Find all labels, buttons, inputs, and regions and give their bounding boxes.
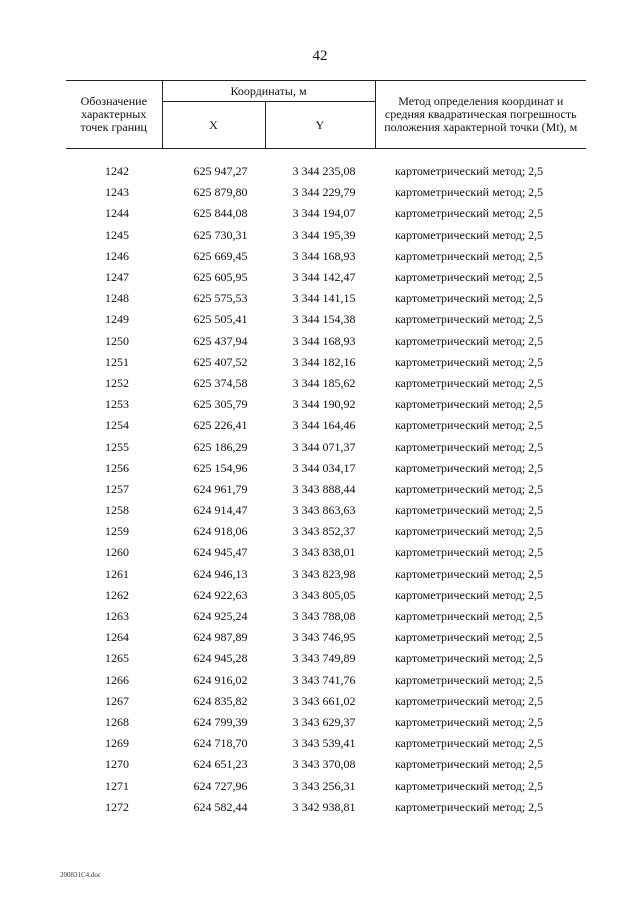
x-coordinate-cell: 624 925,24 [193,609,248,624]
table-row [66,797,586,818]
point-id-cell: 1256 [105,460,129,475]
y-coordinate-cell: 3 344 168,93 [292,248,356,263]
table-row [66,670,586,691]
method-cell: картометрический метод; 2,5 [395,164,544,179]
point-id-cell: 1244 [105,206,129,221]
table-row [66,225,586,246]
method-cell: картометрический метод; 2,5 [395,693,544,708]
table-row [66,712,586,733]
x-coordinate-cell: 625 669,45 [193,248,248,263]
y-coordinate-cell: 3 344 195,39 [292,227,356,242]
y-coordinate-cell: 3 343 838,01 [292,545,356,560]
y-coordinate-cell: 3 344 229,79 [292,185,356,200]
point-id-cell: 1272 [105,799,129,814]
table-row [66,542,586,563]
y-coordinate-cell: 3 343 788,08 [292,609,356,624]
method-cell: картометрический метод; 2,5 [395,354,544,369]
method-cell: картометрический метод; 2,5 [395,439,544,454]
point-id-cell: 1255 [105,439,129,454]
point-id-cell: 1271 [105,778,129,793]
y-coordinate-cell: 3 343 823,98 [292,566,356,581]
x-coordinate-cell: 624 916,02 [193,672,248,687]
table-row [66,606,586,627]
table-row [66,733,586,754]
method-cell: картометрический метод; 2,5 [395,227,544,242]
point-id-header: Обозначение характерных точек границ [66,81,162,149]
page-number: 42 [312,48,328,64]
x-coordinate-cell: 625 407,52 [193,354,248,369]
point-id-cell: 1242 [105,164,129,179]
method-cell: картометрический метод; 2,5 [395,630,544,645]
y-coordinate-cell: 3 343 746,95 [292,630,356,645]
x-coordinate-cell: 625 505,41 [193,312,248,327]
y-coordinate-cell: 3 343 661,02 [292,693,356,708]
point-id-cell: 1243 [105,185,129,200]
table-row [66,352,586,373]
point-id-cell: 1251 [105,354,129,369]
table-row [66,394,586,415]
x-coordinate-cell: 625 226,41 [193,418,248,433]
y-coordinate-cell: 3 344 154,38 [292,312,356,327]
method-cell: картометрический метод; 2,5 [395,545,544,560]
x-header: X [162,102,265,149]
method-cell: картометрический метод; 2,5 [395,333,544,348]
x-coordinate-cell: 625 844,08 [193,206,248,221]
table-row [66,648,586,669]
point-id-cell: 1270 [105,757,129,772]
table-row [66,500,586,521]
x-coordinate-cell: 624 961,79 [193,481,248,496]
method-cell: картометрический метод; 2,5 [395,714,544,729]
x-coordinate-cell: 625 947,27 [193,164,248,179]
table-row [66,246,586,267]
point-id-cell: 1266 [105,672,129,687]
table-body [66,149,586,818]
point-id-cell: 1247 [105,270,129,285]
point-id-cell: 1249 [105,312,129,327]
y-coordinate-cell: 3 344 168,93 [292,333,356,348]
y-coordinate-cell: 3 343 741,76 [292,672,356,687]
x-coordinate-cell: 625 730,31 [193,227,248,242]
method-cell: картометрический метод; 2,5 [395,524,544,539]
coordinates-header: Координаты, м [162,81,375,102]
table-header [66,81,586,149]
x-coordinate-cell: 624 946,13 [193,566,248,581]
table-row [66,479,586,500]
method-cell: картометрический метод; 2,5 [395,397,544,412]
method-cell: картометрический метод; 2,5 [395,248,544,263]
point-id-cell: 1261 [105,566,129,581]
y-coordinate-cell: 3 344 194,07 [292,206,356,221]
y-coordinate-cell: 3 344 142,47 [292,270,356,285]
table-row [66,775,586,796]
method-cell: картометрический метод; 2,5 [395,587,544,602]
point-id-cell: 1258 [105,503,129,518]
y-header: Y [265,102,375,149]
x-coordinate-cell: 625 305,79 [193,397,248,412]
table-row [66,585,586,606]
x-coordinate-cell: 625 437,94 [193,333,248,348]
point-id-cell: 1268 [105,714,129,729]
x-coordinate-cell: 625 879,80 [193,185,248,200]
table-row [66,436,586,457]
x-coordinate-cell: 624 922,63 [193,587,248,602]
x-coordinate-cell: 624 835,82 [193,693,248,708]
y-coordinate-cell: 3 342 938,81 [292,799,356,814]
method-cell: картометрический метод; 2,5 [395,481,544,496]
method-cell: картометрический метод; 2,5 [395,206,544,221]
point-id-cell: 1263 [105,609,129,624]
method-cell: картометрический метод; 2,5 [395,418,544,433]
point-id-cell: 1248 [105,291,129,306]
x-coordinate-cell: 625 605,95 [193,270,248,285]
footer-filename: 200831С4.doc [60,871,102,879]
table-row [66,373,586,394]
method-cell: картометрический метод; 2,5 [395,185,544,200]
method-cell: картометрический метод; 2,5 [395,757,544,772]
x-coordinate-cell: 624 918,06 [193,524,248,539]
method-cell: картометрический метод; 2,5 [395,375,544,390]
point-id-cell: 1257 [105,481,129,496]
y-coordinate-cell: 3 343 629,37 [292,714,356,729]
x-coordinate-cell: 625 154,96 [193,460,248,475]
y-coordinate-cell: 3 343 888,44 [292,481,356,496]
method-cell: картометрический метод; 2,5 [395,460,544,475]
point-id-cell: 1259 [105,524,129,539]
table-row [66,691,586,712]
method-header: Метод определения координат и средняя квадратическая погрешность положения характерной точки (Mt), м [375,81,586,149]
y-coordinate-cell: 3 343 539,41 [292,736,356,751]
y-coordinate-cell: 3 343 863,63 [292,503,356,518]
y-coordinate-cell: 3 344 185,62 [292,375,356,390]
table-row [66,161,586,182]
method-cell: картометрический метод; 2,5 [395,672,544,687]
point-id-cell: 1252 [105,375,129,390]
method-cell: картометрический метод; 2,5 [395,609,544,624]
x-coordinate-cell: 624 582,44 [193,799,248,814]
point-id-cell: 1253 [105,397,129,412]
point-id-cell: 1250 [105,333,129,348]
y-coordinate-cell: 3 343 749,89 [292,651,356,666]
y-coordinate-cell: 3 344 141,15 [292,291,356,306]
point-id-cell: 1264 [105,630,129,645]
y-coordinate-cell: 3 343 370,08 [292,757,356,772]
table-row [66,182,586,203]
table-row [66,288,586,309]
x-coordinate-cell: 624 651,23 [193,757,248,772]
method-cell: картометрический метод; 2,5 [395,291,544,306]
method-cell: картометрический метод; 2,5 [395,503,544,518]
point-id-cell: 1246 [105,248,129,263]
method-cell: картометрический метод; 2,5 [395,270,544,285]
x-coordinate-cell: 624 987,89 [193,630,248,645]
point-id-cell: 1265 [105,651,129,666]
method-cell: картометрический метод; 2,5 [395,736,544,751]
y-coordinate-cell: 3 343 852,37 [292,524,356,539]
table-row [66,627,586,648]
y-coordinate-cell: 3 343 805,05 [292,587,356,602]
point-id-cell: 1267 [105,693,129,708]
y-coordinate-cell: 3 344 190,92 [292,397,356,412]
x-coordinate-cell: 625 575,53 [193,291,248,306]
x-coordinate-cell: 624 945,28 [193,651,248,666]
table-row [66,203,586,224]
point-id-cell: 1254 [105,418,129,433]
y-coordinate-cell: 3 343 256,31 [292,778,356,793]
point-id-cell: 1260 [105,545,129,560]
table-row [66,521,586,542]
table-row [66,415,586,436]
x-coordinate-cell: 624 945,47 [193,545,248,560]
table-row [66,331,586,352]
x-coordinate-cell: 624 727,96 [193,778,248,793]
y-coordinate-cell: 3 344 235,08 [292,164,356,179]
table-row [66,309,586,330]
table-row [66,458,586,479]
point-id-cell: 1269 [105,736,129,751]
method-cell: картометрический метод; 2,5 [395,799,544,814]
x-coordinate-cell: 625 186,29 [193,439,248,454]
method-cell: картометрический метод; 2,5 [395,312,544,327]
x-coordinate-cell: 625 374,58 [193,375,248,390]
table-row [66,267,586,288]
table-row [66,754,586,775]
method-cell: картометрический метод; 2,5 [395,566,544,581]
x-coordinate-cell: 624 718,70 [193,736,248,751]
y-coordinate-cell: 3 344 034,17 [292,460,356,475]
table-row [66,564,586,585]
y-coordinate-cell: 3 344 164,46 [292,418,356,433]
point-id-cell: 1245 [105,227,129,242]
y-coordinate-cell: 3 344 182,16 [292,354,356,369]
x-coordinate-cell: 624 799,39 [193,714,248,729]
y-coordinate-cell: 3 344 071,37 [292,439,356,454]
method-cell: картометрический метод; 2,5 [395,778,544,793]
point-id-cell: 1262 [105,587,129,602]
method-cell: картометрический метод; 2,5 [395,651,544,666]
x-coordinate-cell: 624 914,47 [193,503,248,518]
coordinates-table [66,80,586,818]
